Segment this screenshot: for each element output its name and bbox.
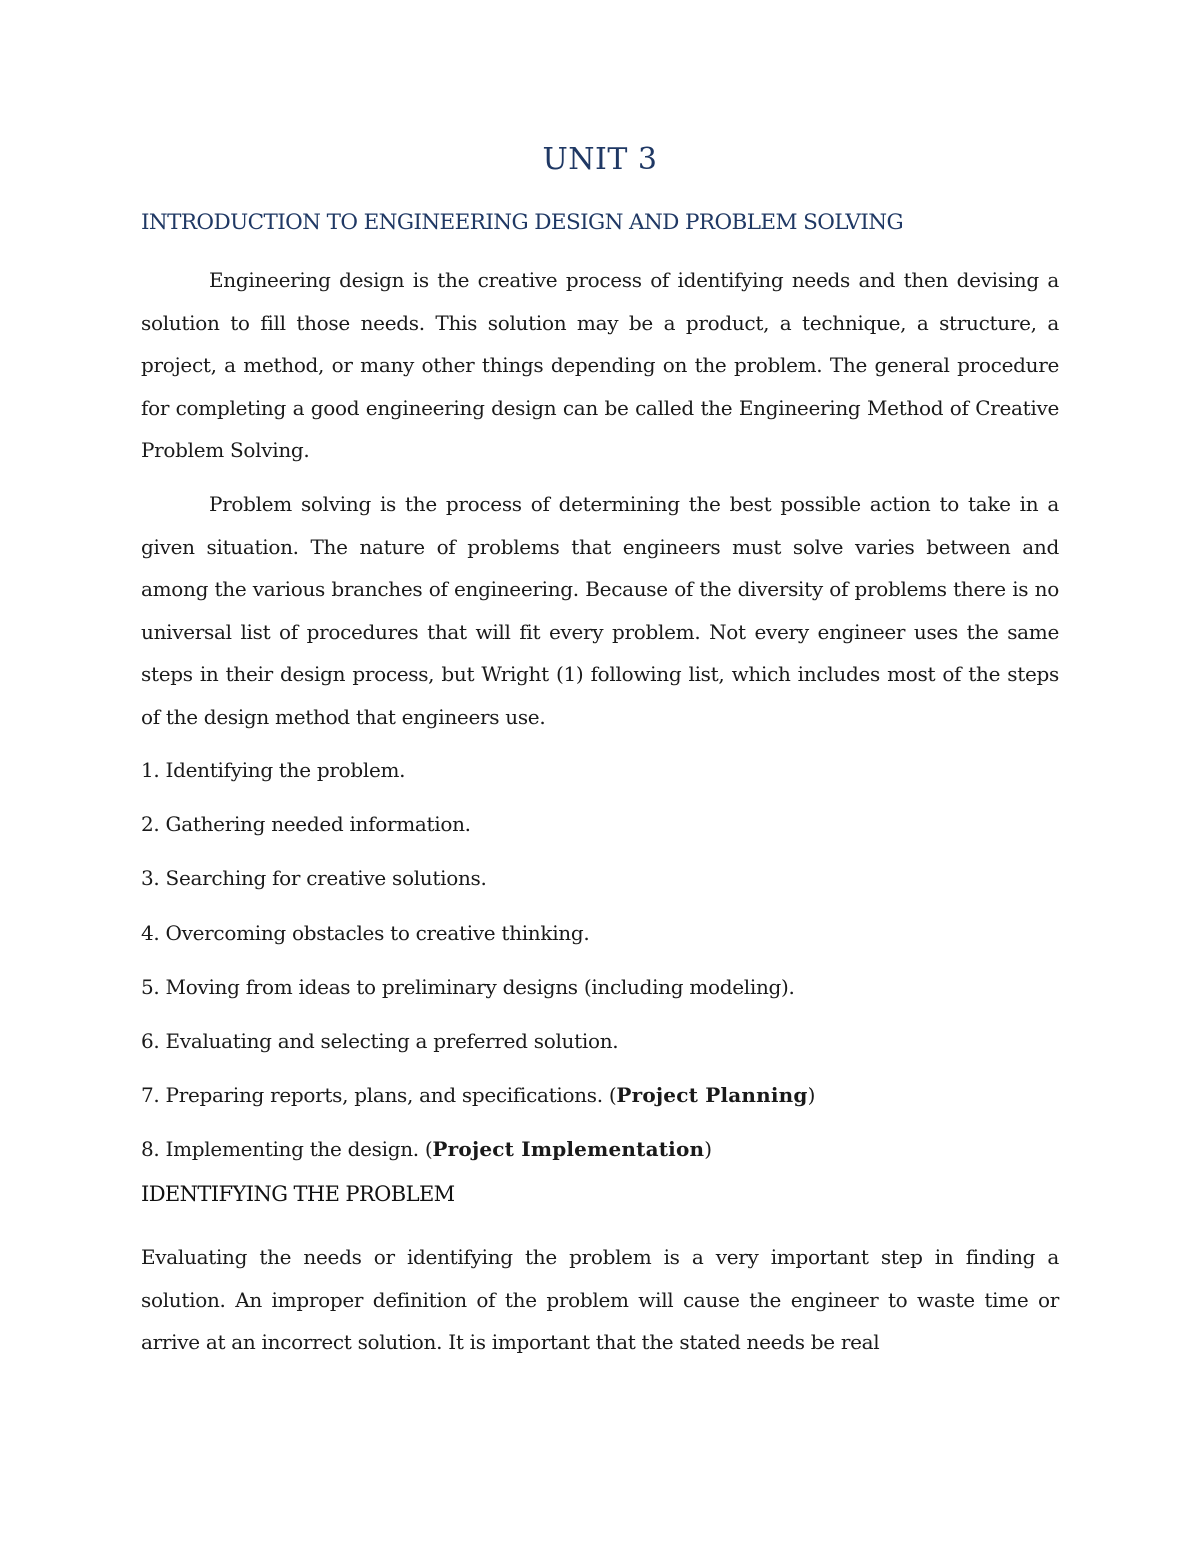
step-text: 1. Identifying the problem. [141, 758, 406, 782]
list-item [141, 1020, 815, 1074]
subheading-identifying-problem: IDENTIFYING THE PROBLEM [141, 1182, 455, 1206]
list-item [141, 857, 815, 911]
step-text: 5. Moving from ideas to preliminary designs (including modeling). [141, 974, 795, 999]
identifying-problem-paragraph: Evaluating the needs or identifying the problem is a very important step in finding a solution. An improper definition of the problem will cause the engineer to waste time or arrive at an incorrect solution. It is important that the stated needs be real [141, 1245, 1059, 1354]
design-steps-list [141, 749, 815, 1183]
list-item [141, 912, 815, 966]
list-item [141, 1074, 815, 1128]
step-bold-label: Project Implementation [432, 1137, 705, 1162]
step-closing-paren: ) [704, 1137, 712, 1162]
list-item [141, 803, 815, 857]
step-text: 8. Implementing the design. ( [141, 1137, 433, 1162]
list-item [141, 749, 815, 803]
step-bold-label: Project Planning [616, 1083, 808, 1108]
step-text: 2. Gathering needed information. [141, 812, 471, 837]
step-text: 7. Preparing reports, plans, and specifications. ( [141, 1083, 617, 1108]
step-text: 4. Overcoming obstacles to creative thinking. [141, 920, 590, 945]
intro-paragraph: Engineering design is the creative process of identifying needs and then devising a solution to fill those needs. This solution may be a product, a technique, a structure, a project, a method, or many other things depending on the problem. The general procedure for completing a good engineering design can be called the Engineering Method of Creative Problem Solving. [141, 268, 1059, 462]
step-text: 3. Searching for creative solutions. [141, 866, 487, 891]
list-item [141, 966, 815, 1020]
list-item [141, 1128, 815, 1182]
step-text: 6. Evaluating and selecting a preferred solution. [141, 1028, 619, 1053]
unit-title: UNIT 3 [542, 142, 658, 177]
step-closing-paren: ) [807, 1083, 816, 1108]
section-title: INTRODUCTION TO ENGINEERING DESIGN AND PROBLEM SOLVING [141, 210, 904, 235]
problem-solving-paragraph: Problem solving is the process of determining the best possible action to take in a given situation. The nature of problems that engineers must solve varies between and among the various branches of engineering. Because of the diversity of problems there is no universal list of procedures that will fit every problem. Not every engineer uses the same steps in their design process, but Wright (1) following list, which includes most of the steps of the design method that engineers use. [141, 492, 1059, 729]
